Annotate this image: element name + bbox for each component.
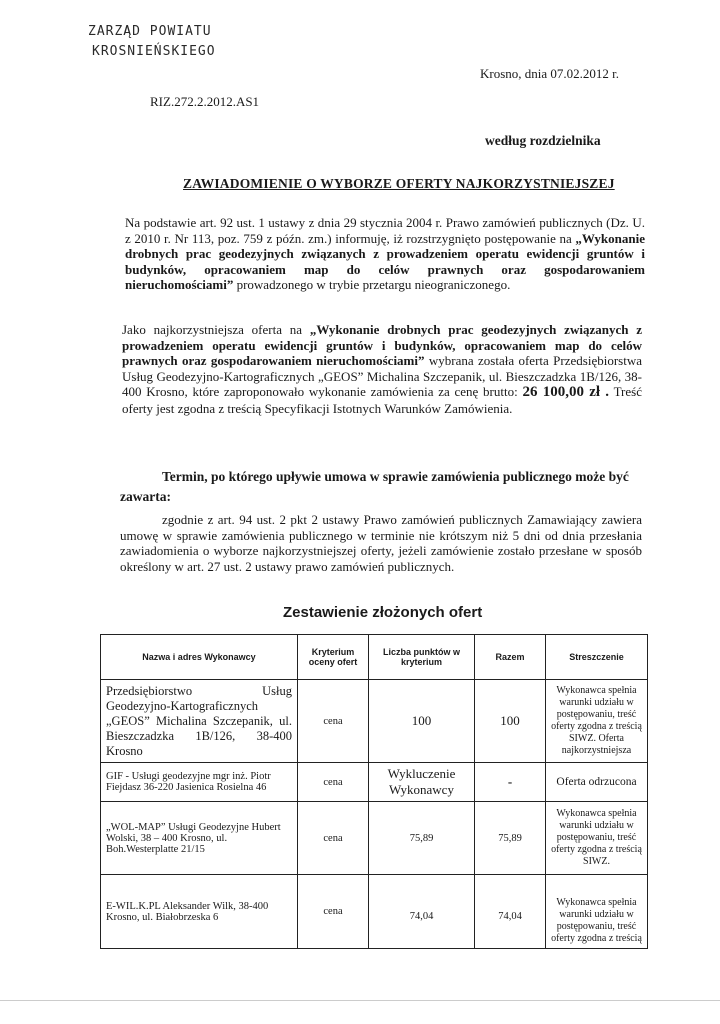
- cell-summary: Oferta odrzucona: [546, 763, 648, 802]
- document-title: ZAWIADOMIENIE O WYBORZE OFERTY NAJKORZYSTNIEJSZEJ: [183, 176, 615, 191]
- table-title: Zestawienie złożonych ofert: [283, 604, 483, 621]
- table-header-row: [101, 635, 648, 680]
- p1-text-1: Na podstawie art. 92 ust. 1 ustawy z dnia 29 stycznia 2004 r. Prawo zamówień publicznych (Dz. U. z 2010 r. Nr 113, poz. 759 z późn. zm.) informuję, iż rozstrzygnięto postępowanie na: [125, 215, 645, 246]
- paragraph-best-offer: [122, 322, 642, 416]
- header-total: Razem: [475, 635, 546, 680]
- table-row: [101, 875, 648, 949]
- office-stamp: [88, 22, 268, 62]
- cell-criterion: cena: [298, 802, 369, 875]
- city-date: Krosno, dnia 07.02.2012 r.: [480, 66, 620, 81]
- cell-total: -: [475, 763, 546, 802]
- cell-points: Wykluczenie Wykonawcy: [369, 763, 475, 802]
- p1-text-2: prowadzonego w trybie przetargu nieograniczonego.: [233, 277, 511, 292]
- paragraph-legal-basis: [125, 215, 645, 293]
- table-row: [101, 680, 648, 763]
- cell-name: Przedsiębiorstwo Usług Geodezyjno-Kartograficznych „GEOS” Michalina Szczepanik, ul. Bieszczadzka 1B/126, 38-400 Krosno: [101, 680, 298, 763]
- cell-total: 75,89: [475, 802, 546, 875]
- cell-name: E-WIL.K.PL Aleksander Wilk, 38-400 Krosno, ul. Białobrzeska 6: [101, 875, 298, 949]
- cell-name: GIF - Usługi geodezyjne mgr inż. Piotr Fiejdasz 36-220 Jasienica Rosielna 46: [101, 763, 298, 802]
- p2-text-2: wybrana została oferta Przedsiębiorstwa Usług Geodezyjno-Kartograficznych „GEOS” Michalina Szczepanik, ul. Bieszczadzka 1B/126, 38-400 Krosno, które zaproponowało wykonanie zamówienia za cenę brutto:: [122, 353, 642, 399]
- cell-criterion: cena: [298, 680, 369, 763]
- cell-summary: Wykonawca spełnia warunki udziału w postępowaniu, treść oferty zgodna z treścią SIWZ.: [546, 802, 648, 875]
- table-row: [101, 802, 648, 875]
- header-criterion: Kryterium oceny ofert: [298, 635, 369, 680]
- p2-price: 26 100,00 zł .: [522, 384, 610, 400]
- stamp-line-2: KROSNIEŃSKIEGO: [92, 44, 216, 59]
- cell-points: 75,89: [369, 802, 475, 875]
- contract-term-heading: [120, 467, 642, 507]
- contract-term-body-text: zgodnie z art. 94 ust. 2 pkt 2 ustawy Prawo zamówień publicznych Zamawiający zawiera umowę w sprawie zamówienia publicznego w terminie nie krótszym niż 5 dni od dnia przesłania zawiadomienia o wyborze najkorzystniejszej oferty, jeżeli zamówienie zostało przesłane w sposób określony w art. 27 ust. 2 ustawy prawo zamówień publicznych.: [120, 512, 642, 574]
- cell-name: „WOL-MAP” Usługi Geodezyjne Hubert Wolski, 38 – 400 Krosno, ul. Boh.Westerplatte 21/15: [101, 802, 298, 875]
- p2-text-1: Jako najkorzystniejsza oferta na: [122, 322, 310, 337]
- page-edge-divider: [0, 1000, 720, 1001]
- cell-total: 74,04: [475, 875, 546, 949]
- p2-text-3: Treść oferty jest zgodna z treścią Specyfikacji Istotnych Warunków Zamówienia.: [122, 384, 642, 416]
- cell-points: 100: [369, 680, 475, 763]
- table-row: [101, 763, 648, 802]
- cell-total: 100: [475, 680, 546, 763]
- offers-table: [100, 634, 648, 949]
- cell-points: 74,04: [369, 875, 475, 949]
- header-summary: Streszczenie: [546, 635, 648, 680]
- cell-criterion: cena: [298, 875, 369, 949]
- p2-bold-subject: „Wykonanie drobnych prac geodezyjnych związanych z prowadzeniem operatu ewidencji gruntów i budynków, opracowaniem map do celów prawnych oraz gospodarowaniem nieruchomościami”: [122, 322, 643, 368]
- cell-summary: Wykonawca spełnia warunki udziału w postępowaniu, treść oferty zgodna z treścią: [546, 875, 648, 949]
- stamp-line-1: ZARZĄD POWIATU: [88, 24, 212, 39]
- cell-criterion: cena: [298, 763, 369, 802]
- recipient: według rozdzielnika: [485, 133, 601, 148]
- header-name: Nazwa i adres Wykonawcy: [101, 635, 298, 680]
- cell-summary: Wykonawca spełnia warunki udziału w postępowaniu, treść oferty zgodna z treścią SIWZ. Oferta najkorzystniejsza: [546, 680, 648, 763]
- contract-term-body: [120, 512, 642, 574]
- reference-number: RIZ.272.2.2012.AS1: [150, 94, 260, 109]
- header-points: Liczba punktów w kryterium: [369, 635, 475, 680]
- p1-bold-subject: „Wykonanie drobnych prac geodezyjnych związanych z prowadzeniem operatu ewidencji gruntów i budynków, opracowaniem map do celów prawnych oraz gospodarowaniem nieruchomościami”: [125, 230, 645, 292]
- contract-term-heading-text: Termin, po którego upływie umowa w sprawie zamówienia publicznego może być zawarta:: [120, 469, 629, 504]
